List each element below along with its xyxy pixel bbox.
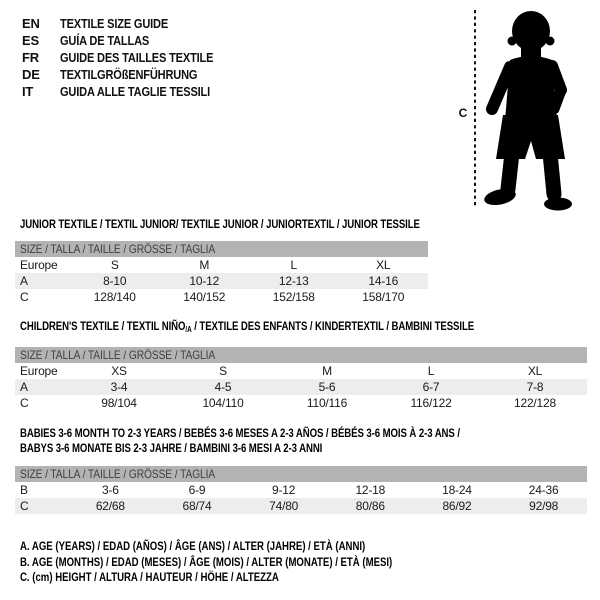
size-cell: 74/80 xyxy=(269,499,299,513)
table-title-babies xyxy=(20,426,460,456)
language-item-de xyxy=(22,66,240,83)
table-title-junior: JUNIOR TEXTILE / TEXTIL JUNIOR/ TEXTILE JUNIOR / JUNIORTEXTIL / JUNIOR TESSILE xyxy=(20,217,420,231)
legend-line-c: C. (cm) HEIGHT / ALTURA / HAUTEUR / HÖHE / ALTEZZA xyxy=(20,570,279,584)
size-cell: 3-4 xyxy=(110,380,128,394)
title-part: CHILDREN'S TEXTILE / TEXTIL NIÑO xyxy=(20,319,186,333)
table-row xyxy=(15,482,587,498)
row-label: A xyxy=(20,274,28,288)
language-item-es xyxy=(22,32,240,49)
size-cell: XL xyxy=(527,364,543,378)
size-cell: S xyxy=(219,364,227,378)
legend-line-b: B. AGE (MONTHS) / EDAD (MESES) / ÂGE (MOIS) / ALTER (MONATE) / ETÀ (MESI) xyxy=(20,554,393,569)
size-header-label: SIZE / TALLA / TAILLE / GRÖSSE / TAGLIA xyxy=(20,348,216,362)
language-code: IT xyxy=(22,84,34,99)
size-cell: 6-9 xyxy=(188,483,206,497)
size-cell: 86/92 xyxy=(442,499,472,513)
table-row xyxy=(15,257,428,273)
language-code: EN xyxy=(22,16,40,31)
language-label: GUIDE DES TAILLES TEXTILE xyxy=(60,50,214,65)
size-cell: 6-7 xyxy=(422,380,440,394)
language-code: ES xyxy=(22,33,39,48)
table-row xyxy=(15,363,587,379)
size-cell: 12-18 xyxy=(355,483,386,497)
baby-figure xyxy=(455,2,600,214)
table-row xyxy=(15,289,428,305)
title-subscript: /A xyxy=(185,325,192,334)
language-label: GUÍA DE TALLAS xyxy=(60,33,150,48)
size-cell: 9-12 xyxy=(272,483,296,497)
size-cell: 158/170 xyxy=(362,290,405,304)
row-label: B xyxy=(20,483,28,497)
size-cell: 116/122 xyxy=(410,396,452,410)
language-item-it xyxy=(22,83,240,100)
size-header-label: SIZE / TALLA / TAILLE / GRÖSSE / TAGLIA xyxy=(20,242,216,256)
size-cell: 104/110 xyxy=(202,396,244,410)
size-cell: 128/140 xyxy=(93,290,136,304)
size-cell: 8-10 xyxy=(103,274,127,288)
language-item-en xyxy=(22,15,240,32)
size-cell: XL xyxy=(376,258,391,272)
table-title-children xyxy=(20,319,474,337)
title-line-1: BABIES 3-6 MONTH TO 2-3 YEARS / BEBÉS 3-6 MESES A 2-3 AÑOS / BÉBÉS 3-6 MOIS À 2-3 ANS / xyxy=(20,426,460,440)
language-label: TEXTILGRÖßENFÜHRUNG xyxy=(60,67,198,82)
size-header-bar xyxy=(15,241,428,257)
language-code: FR xyxy=(22,50,39,65)
language-label: TEXTILE SIZE GUIDE xyxy=(60,16,169,31)
language-label: GUIDA ALLE TAGLIE TESSILI xyxy=(60,84,211,99)
size-cell: M xyxy=(199,258,210,272)
size-cell: 3-6 xyxy=(101,483,119,497)
height-label-c: C xyxy=(458,106,468,120)
baby-body xyxy=(483,11,572,211)
language-item-fr xyxy=(22,49,240,66)
size-cell: L xyxy=(427,364,435,378)
size-table-babies xyxy=(15,466,587,514)
size-cell: XS xyxy=(111,364,127,378)
size-cell: 110/116 xyxy=(306,396,348,410)
legend-line-a: A. AGE (YEARS) / EDAD (AÑOS) / ÂGE (ANS) / ALTER (JAHRE) / ETÀ (ANNI) xyxy=(20,539,366,553)
row-label: C xyxy=(20,290,29,304)
size-cell: 152/158 xyxy=(272,290,315,304)
row-label: Europe xyxy=(20,258,58,272)
title-line-2: BABYS 3-6 MONATE BIS 2-3 JAHRE / BAMBINI 3-6 MESI A 2-3 ANNI xyxy=(20,441,323,455)
size-cell: 10-12 xyxy=(189,274,220,288)
size-cell: 98/104 xyxy=(101,396,137,410)
size-cell: 24-36 xyxy=(528,483,559,497)
legend xyxy=(20,539,485,586)
size-cell: 62/68 xyxy=(95,499,125,513)
row-label: C xyxy=(20,396,29,410)
language-code: DE xyxy=(22,67,40,82)
size-cell: 7-8 xyxy=(526,380,544,394)
size-cell: 68/74 xyxy=(182,499,212,513)
size-cell: 12-13 xyxy=(278,274,309,288)
size-cell: L xyxy=(290,258,297,272)
table-row xyxy=(15,273,428,289)
title-part: / TEXTILE DES ENFANTS / KINDERTEXTIL / BAMBINI TESSILE xyxy=(191,319,475,333)
size-cell: 5-6 xyxy=(318,380,336,394)
size-cell: 14-16 xyxy=(368,274,399,288)
size-cell: 18-24 xyxy=(442,483,472,497)
table-row xyxy=(15,395,587,411)
size-table-junior xyxy=(15,241,428,305)
baby-silhouette-icon xyxy=(455,2,600,214)
size-cell: 92/98 xyxy=(529,499,559,513)
row-label: A xyxy=(20,380,28,394)
size-cell: 122/128 xyxy=(514,396,556,410)
table-row xyxy=(15,498,587,514)
size-header-bar xyxy=(15,466,587,482)
size-cell: 4-5 xyxy=(214,380,232,394)
table-row xyxy=(15,379,587,395)
size-cell: 80/86 xyxy=(355,499,385,513)
size-table-children xyxy=(15,347,587,411)
size-header-label: SIZE / TALLA / TAILLE / GRÖSSE / TAGLIA xyxy=(20,467,216,481)
language-list xyxy=(22,15,240,100)
size-cell: S xyxy=(110,258,119,272)
row-label: C xyxy=(20,499,29,513)
size-header-bar xyxy=(15,347,587,363)
size-cell: M xyxy=(322,364,332,378)
row-label: Europe xyxy=(20,364,58,378)
size-cell: 140/152 xyxy=(183,290,226,304)
